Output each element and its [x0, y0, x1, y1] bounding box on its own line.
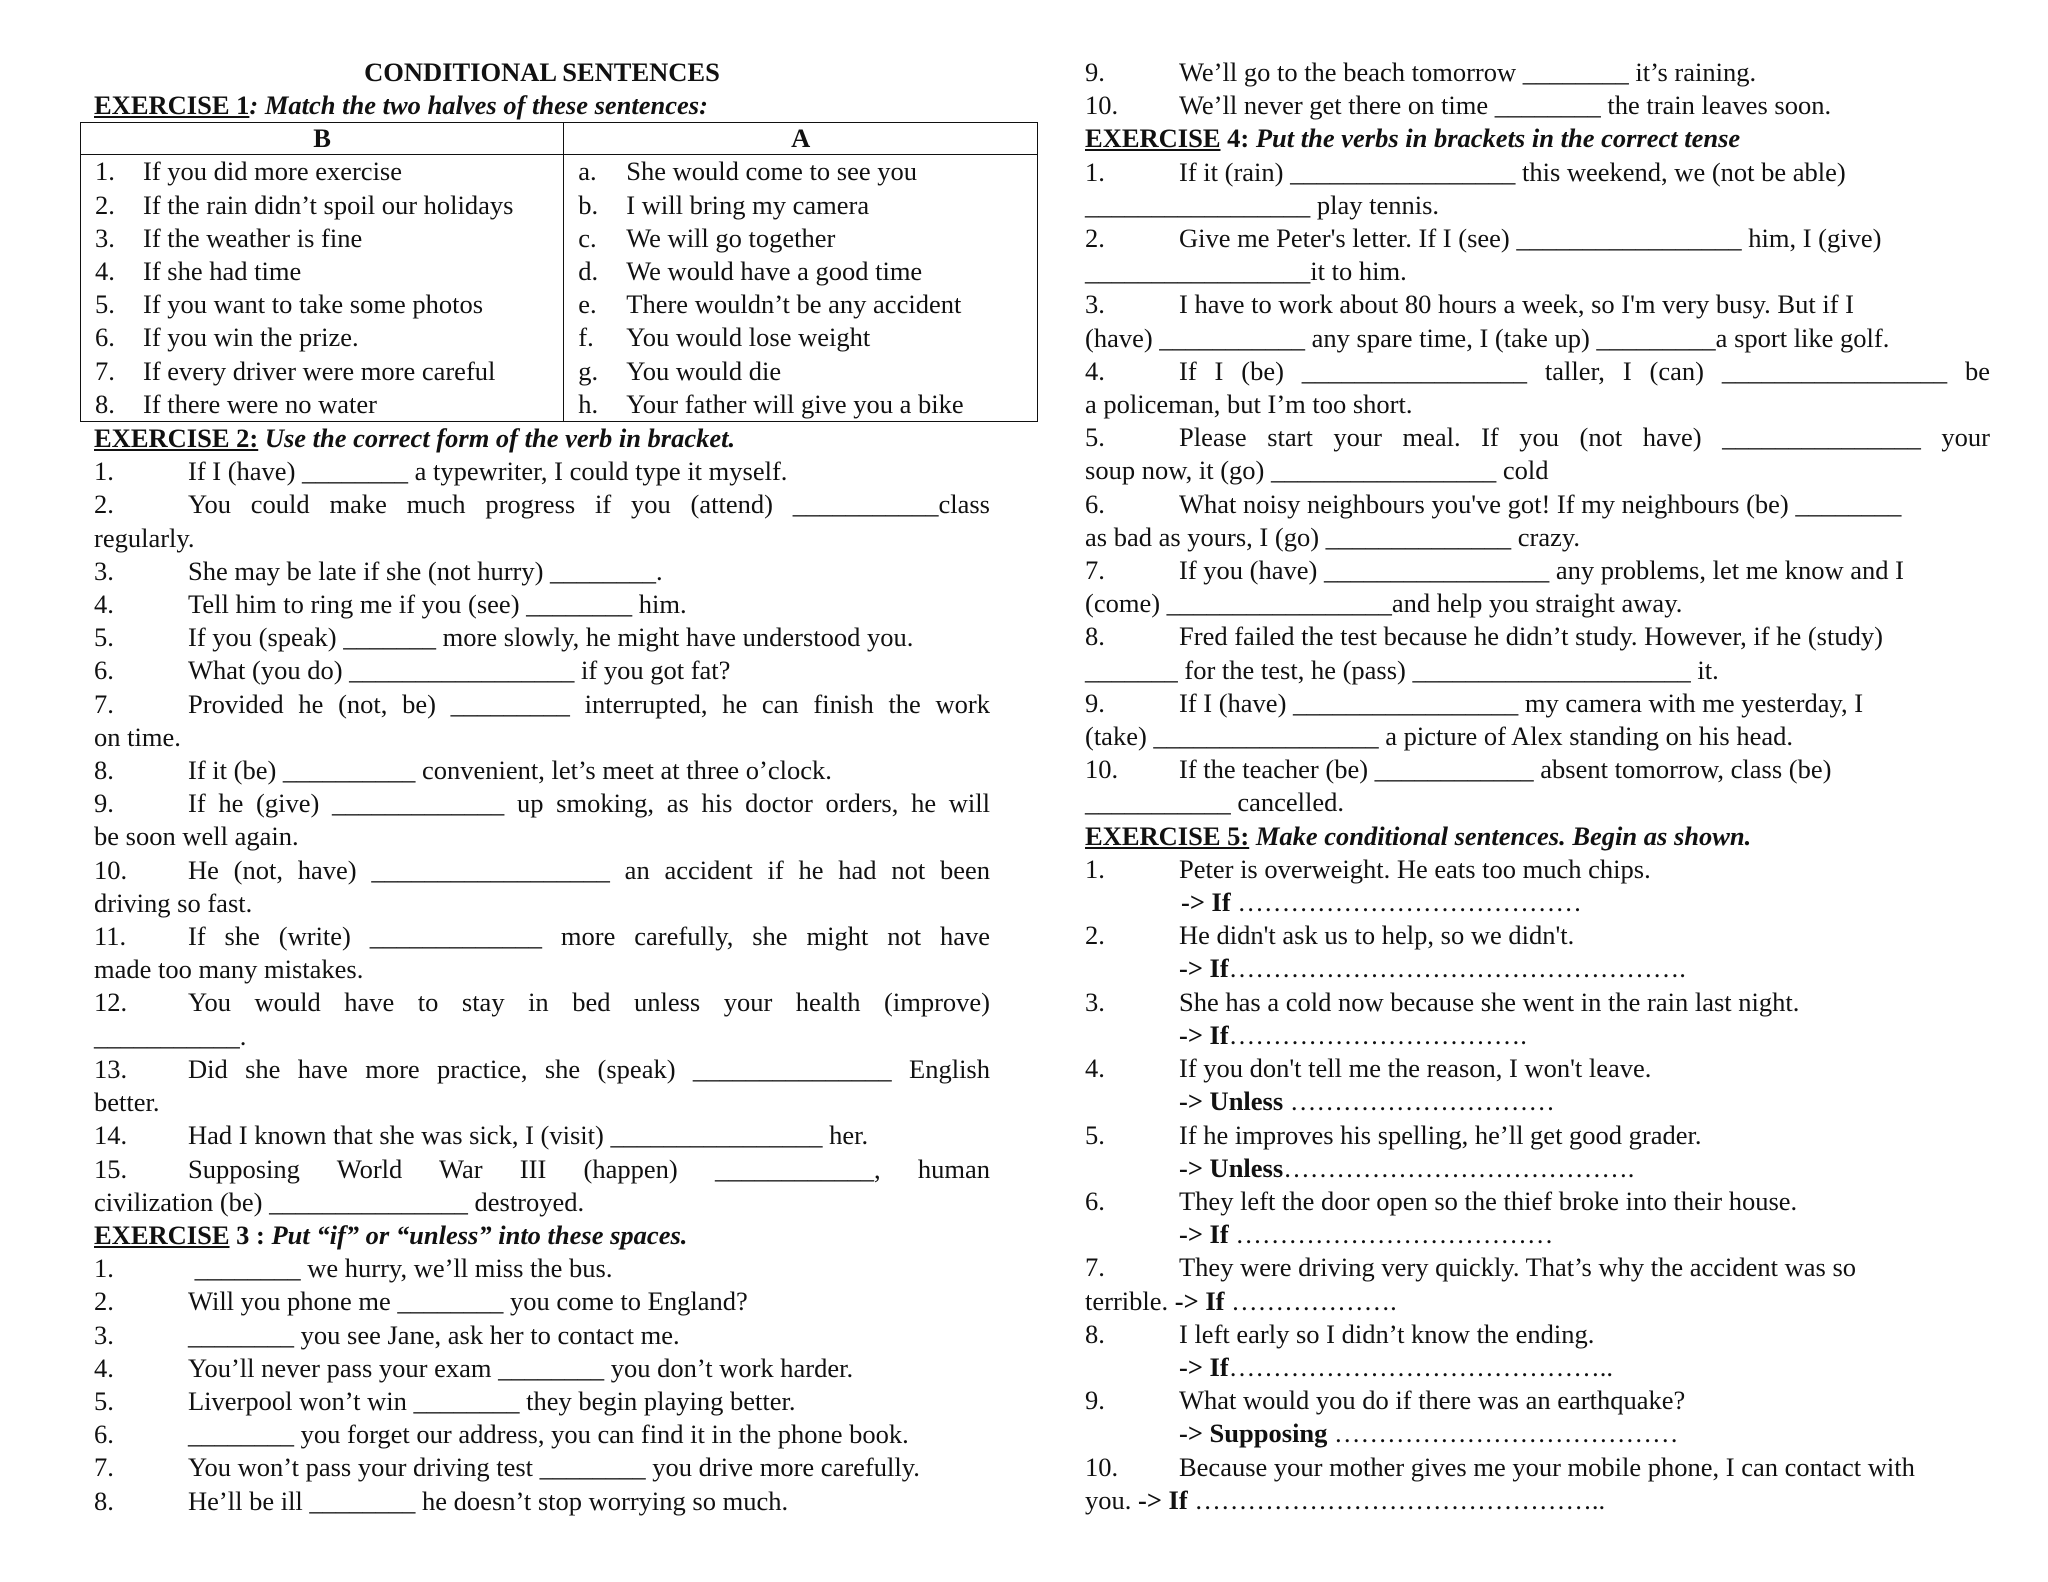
question-continuation: [1085, 1285, 1990, 1318]
question-text: What (you do) _________________ if you got fat?: [188, 655, 731, 686]
item-letter: b.: [578, 189, 599, 220]
clause-text: If you want to take some photos: [143, 289, 484, 320]
question-text: If the teacher (be) ____________ absent tomorrow, class (be): [1179, 754, 1832, 785]
question-number: 3.: [1085, 289, 1105, 320]
item-letter: d.: [578, 256, 599, 287]
question-number: 1.: [1085, 853, 1105, 884]
exercise-5-list: [1085, 853, 1990, 1517]
question-text: If it (be) __________ convenient, let’s meet at three o’clock.: [188, 755, 832, 786]
table-row: [81, 355, 1038, 388]
answer-dots: …………………………: [1283, 1086, 1555, 1117]
question-line: [1085, 620, 1990, 653]
question-number: 3.: [1085, 986, 1105, 1017]
question-number: 10.: [1085, 90, 1119, 121]
matching-table: [80, 122, 1038, 422]
clause-text: She would come to see you: [626, 156, 917, 187]
question-continuation: _______ for the test, he (pass) _____________________ it.: [1085, 654, 1719, 685]
exercise-2-instruction: Use the correct form of the verb in bracket.: [258, 423, 736, 454]
answer-dots: …………………………………: [1230, 887, 1582, 918]
right-column: [1085, 56, 1990, 1517]
question-line: [94, 754, 990, 787]
question-line: [94, 1252, 990, 1285]
exercise-1-label: EXERCISE 1: [94, 90, 250, 121]
question-line: [94, 1285, 990, 1318]
clause-text: If she had time: [143, 256, 302, 287]
question-continuation: civilization (be) _______________ destroyed.: [94, 1186, 585, 1217]
table-row: [81, 255, 1038, 288]
question-number: 1.: [94, 456, 114, 487]
column-a-cell: [564, 155, 1038, 189]
answer-dots: …………………………….: [1228, 1019, 1527, 1050]
question-line: [94, 1451, 990, 1484]
question-text: What noisy neighbours you've got! If my neighbours (be) ________: [1179, 488, 1902, 519]
column-a-cell: [564, 255, 1038, 288]
question-line: [94, 555, 990, 588]
question-line: [94, 854, 990, 887]
exercise-5-heading: [1085, 820, 1990, 853]
answer-prompt: [1085, 1152, 1634, 1185]
clause-text: There wouldn’t be any accident: [626, 289, 962, 320]
question-text: We’ll go to the beach tomorrow ________ it’s raining.: [1179, 57, 1757, 87]
question-continuation: made too many mistakes.: [94, 954, 364, 985]
question-number: 9.: [1085, 57, 1105, 87]
question-number: 7.: [94, 1452, 114, 1483]
answer-line: [1085, 1085, 1990, 1118]
table-row: [81, 288, 1038, 321]
question-line: [1085, 355, 1990, 388]
answer-keyword: -> If: [1174, 1285, 1225, 1316]
question-text: Because your mother gives me your mobile phone, I can contact with: [1179, 1451, 1915, 1482]
question-continuation: (come) _________________and help you straight away.: [1085, 588, 1683, 619]
question-text: They left the door open so the thief broke into their house.: [1179, 1185, 1798, 1216]
question-number: 1.: [1085, 156, 1105, 187]
clause-text: You would lose weight: [626, 322, 871, 353]
question-number: 6.: [94, 1419, 114, 1450]
question-continuation: (have) ___________ any spare time, I (take up) _________a sport like golf.: [1085, 322, 1890, 353]
answer-dots: …………………………………: [1327, 1418, 1679, 1449]
question-continuation: _________________ play tennis.: [1085, 189, 1440, 220]
question-text: Had I known that she was sick, I (visit) ________________ her.: [188, 1120, 869, 1151]
answer-dots: …………………………………………….: [1228, 953, 1686, 984]
column-b-cell: [81, 155, 564, 189]
item-letter: g.: [578, 355, 599, 386]
question-line: [1085, 1185, 1990, 1218]
question-number: 5.: [94, 1385, 114, 1416]
question-number: 11.: [94, 921, 127, 952]
answer-prompt: [1085, 1218, 1553, 1251]
exercise-4-heading: [1085, 122, 1990, 155]
question-number: 4.: [94, 589, 114, 620]
question-text: We’ll never get there on time ________ the train leaves soon.: [1179, 90, 1832, 121]
question-number: 6.: [1085, 488, 1105, 519]
exercise-3-number: 3 :: [229, 1219, 265, 1250]
question-text: Provided he (not, be) _________ interrupted, he can finish the work: [188, 688, 990, 719]
question-text: If she (write) _____________ more carefully, she might not have: [188, 921, 990, 952]
answer-prompt: [1085, 1019, 1527, 1052]
question-number: 10.: [94, 854, 128, 885]
answer-prompt: [1085, 1351, 1613, 1384]
table-row: [81, 222, 1038, 255]
question-text: Please start your meal. If you (not have) _______________ your: [1179, 422, 1990, 453]
exercise-3-instruction: Put “if” or “unless” into these spaces.: [264, 1219, 688, 1250]
question-line: [1085, 853, 1990, 886]
question-text: He didn't ask us to help, so we didn't.: [1179, 920, 1575, 951]
question-text: If you (speak) _______ more slowly, he might have understood you.: [188, 622, 914, 653]
item-number: 2.: [95, 189, 115, 220]
question-number: 8.: [94, 1485, 114, 1516]
exercise-5-label: EXERCISE 5:: [1085, 820, 1250, 851]
question-number: 10.: [1085, 754, 1119, 785]
column-b-cell: [81, 355, 564, 388]
question-number: 8.: [1085, 1318, 1105, 1349]
clause-text: Your father will give you a bike: [626, 388, 964, 419]
answer-dots: ……………………………………..: [1228, 1351, 1613, 1382]
table-row: [81, 388, 1038, 422]
question-line: [94, 588, 990, 621]
question-text: She has a cold now because she went in the rain last night.: [1179, 986, 1800, 1017]
answer-prompt: [1085, 1085, 1555, 1118]
question-continuation: (take) _________________ a picture of Alex standing on his head.: [1085, 721, 1793, 752]
question-number: 14.: [94, 1120, 128, 1151]
answer-line: [1085, 1417, 1990, 1450]
exercise-1-heading: [94, 89, 990, 122]
column-b-cell: [81, 189, 564, 222]
answer-keyword: -> If: [1179, 953, 1229, 984]
item-letter: f.: [578, 322, 594, 353]
question-continuation: be soon well again.: [94, 821, 299, 852]
question-line: [94, 688, 990, 721]
exercise-4-list: [1085, 156, 1990, 820]
answer-keyword: -> If: [1138, 1484, 1188, 1515]
question-continuation: driving so fast.: [94, 887, 253, 918]
question-line: [94, 787, 990, 820]
question-continuation: better.: [94, 1087, 160, 1118]
question-line: [1085, 56, 1990, 89]
question-line: [1085, 288, 1990, 321]
question-number: 3.: [94, 1319, 114, 1350]
clause-text: If you did more exercise: [143, 156, 403, 187]
clause-text: You would die: [626, 355, 782, 386]
question-number: 15.: [94, 1153, 128, 1184]
question-number: 1.: [94, 1253, 114, 1284]
page-title: CONDITIONAL SENTENCES: [364, 57, 720, 87]
question-number: 2.: [94, 489, 114, 520]
answer-line: [1085, 1019, 1990, 1052]
question-number: 2.: [1085, 223, 1105, 254]
question-text: If he (give) _____________ up smoking, as his doctor orders, he will: [188, 788, 990, 819]
question-text: Did she have more practice, she (speak) _______________ English: [188, 1053, 990, 1084]
question-continuation: [1085, 1484, 1990, 1517]
question-text: ________ we hurry, we’ll miss the bus.: [188, 1253, 613, 1284]
question-number: 4.: [94, 1352, 114, 1383]
question-line: [94, 920, 990, 953]
question-number: 12.: [94, 987, 128, 1018]
item-number: 7.: [95, 355, 115, 386]
item-letter: c.: [578, 222, 597, 253]
question-text: If I (have) _________________ my camera with me yesterday, I: [1179, 687, 1864, 718]
question-text: You could make much progress if you (attend) ___________class: [188, 489, 990, 520]
question-text: Tell him to ring me if you (see) ________ him.: [188, 589, 687, 620]
question-number: 3.: [94, 555, 114, 586]
answer-dots: ………………………………………..: [1187, 1484, 1606, 1515]
question-text: If I (be) _________________ taller, I (can) _________________ be: [1179, 355, 1990, 386]
answer-keyword: -> Supposing: [1179, 1418, 1328, 1449]
question-line: [1085, 1451, 1990, 1484]
question-text: Liverpool won’t win ________ they begin playing better.: [188, 1385, 796, 1416]
clause-text: We will go together: [626, 222, 836, 253]
question-text: If it (rain) _________________ this weekend, we (not be able): [1179, 156, 1846, 187]
column-b-cell: [81, 255, 564, 288]
question-line: [94, 621, 990, 654]
question-text: If I (have) ________ a typewriter, I could type it myself.: [188, 456, 788, 487]
exercise-3-label: EXERCISE: [94, 1219, 230, 1250]
question-text: terrible.: [1085, 1285, 1175, 1316]
question-number: 13.: [94, 1053, 128, 1084]
question-text: Give me Peter's letter. If I (see) _________________ him, I (give): [1179, 223, 1882, 254]
question-number: 8.: [94, 755, 114, 786]
answer-dots: ………………………………….: [1283, 1152, 1635, 1183]
answer-keyword: -> If: [1179, 1351, 1229, 1382]
clause-text: If the rain didn’t spoil our holidays: [143, 189, 514, 220]
answer-prompt: [1085, 952, 1686, 985]
column-b-cell: [81, 288, 564, 321]
question-line: [1085, 753, 1990, 786]
question-number: 5.: [1085, 1119, 1105, 1150]
question-line: [94, 488, 990, 521]
question-line: [94, 1053, 990, 1086]
question-line: [1085, 488, 1990, 521]
question-line: [1085, 1119, 1990, 1152]
question-continuation: as bad as yours, I (go) ______________ crazy.: [1085, 521, 1581, 552]
question-text: ________ you see Jane, ask her to contact me.: [188, 1319, 680, 1350]
question-number: 5.: [1085, 422, 1105, 453]
question-number: 7.: [1085, 555, 1105, 586]
column-a-header: A: [564, 123, 1038, 155]
question-line: [94, 654, 990, 687]
question-number: 9.: [1085, 687, 1105, 718]
exercise-2-label: EXERCISE 2:: [94, 423, 259, 454]
item-number: 3.: [95, 222, 115, 253]
exercise-3-heading: [94, 1219, 990, 1252]
question-text: I have to work about 80 hours a week, so I'm very busy. But if I: [1179, 289, 1854, 320]
question-number: 7.: [94, 688, 114, 719]
question-continuation: soup now, it (go) _________________ cold: [1085, 455, 1549, 486]
question-line: [94, 1352, 990, 1385]
answer-line: [1085, 1351, 1990, 1384]
answer-keyword: -> Unless: [1179, 1086, 1284, 1117]
question-number: 2.: [94, 1286, 114, 1317]
question-text: You would have to stay in bed unless your health (improve): [188, 987, 990, 1018]
column-a-cell: [564, 388, 1038, 422]
answer-dots: ………………………………: [1228, 1219, 1554, 1250]
question-line: [1085, 554, 1990, 587]
question-text: He’ll be ill ________ he doesn’t stop worrying so much.: [188, 1485, 789, 1516]
answer-line: [1085, 1218, 1990, 1251]
item-letter: a.: [578, 156, 597, 187]
answer-keyword: -> If: [1179, 1019, 1229, 1050]
question-continuation: ___________.: [94, 1020, 247, 1051]
question-text: If he improves his spelling, he’ll get good grader.: [1179, 1119, 1702, 1150]
column-a-cell: [564, 355, 1038, 388]
question-text: If you don't tell me the reason, I won't leave.: [1179, 1053, 1652, 1084]
question-text: He (not, have) __________________ an accident if he had not been: [188, 854, 990, 885]
question-text: You’ll never pass your exam ________ you don’t work harder.: [188, 1352, 854, 1383]
question-number: 9.: [1085, 1385, 1105, 1416]
column-b-header: B: [81, 123, 564, 155]
question-number: 6.: [94, 655, 114, 686]
answer-line: [1085, 1152, 1990, 1185]
question-text: Supposing World War III (happen) ____________, human: [188, 1153, 990, 1184]
item-number: 6.: [95, 322, 115, 353]
table-row: [81, 189, 1038, 222]
item-number: 1.: [95, 156, 115, 187]
question-line: [1085, 222, 1990, 255]
question-line: [1085, 89, 1990, 122]
clause-text: If the weather is fine: [143, 222, 363, 253]
question-line: [94, 1485, 990, 1518]
answer-line: [1085, 952, 1990, 985]
column-a-cell: [564, 321, 1038, 354]
exercise-2-heading: [94, 422, 990, 455]
answer-keyword: -> If: [1179, 1219, 1229, 1250]
table-row: [81, 321, 1038, 354]
question-continuation: a policeman, but I’m too short.: [1085, 389, 1413, 420]
question-line: [94, 1418, 990, 1451]
question-continuation: ___________ cancelled.: [1085, 787, 1345, 818]
question-line: [1085, 1384, 1990, 1417]
question-continuation: regularly.: [94, 522, 195, 553]
question-text: ________ you forget our address, you can find it in the phone book.: [188, 1419, 909, 1450]
question-text: you.: [1085, 1484, 1138, 1515]
answer-keyword: -> Unless: [1179, 1152, 1284, 1183]
question-line: [1085, 156, 1990, 189]
item-number: 5.: [95, 289, 115, 320]
question-text: I left early so I didn’t know the ending.: [1179, 1318, 1595, 1349]
answer-prompt: [1085, 1417, 1679, 1450]
question-text: Peter is overweight. He eats too much chips.: [1179, 853, 1651, 884]
question-line: [94, 1119, 990, 1152]
answer-prompt: [1085, 886, 1582, 919]
question-line: [1085, 986, 1990, 1019]
clause-text: If there were no water: [143, 388, 377, 419]
question-line: [1085, 1251, 1990, 1284]
answer-line: [1085, 886, 1990, 919]
exercise-3-list: [94, 1252, 990, 1518]
question-number: 4.: [1085, 1053, 1105, 1084]
question-line: [94, 1153, 990, 1186]
clause-text: If every driver were more careful: [143, 355, 496, 386]
question-number: 4.: [1085, 355, 1105, 386]
question-text: They were driving very quickly. That’s why the accident was so: [1179, 1252, 1857, 1283]
question-line: [94, 1319, 990, 1352]
column-a-cell: [564, 189, 1038, 222]
clause-text: We would have a good time: [626, 256, 923, 287]
item-letter: e.: [578, 289, 597, 320]
left-column: [94, 56, 990, 1518]
item-number: 8.: [95, 388, 115, 419]
question-line: [1085, 1318, 1990, 1351]
question-text: She may be late if she (not hurry) ________.: [188, 555, 663, 586]
question-line: [94, 1385, 990, 1418]
question-line: [94, 455, 990, 488]
question-text: What would you do if there was an earthquake?: [1179, 1385, 1686, 1416]
question-number: 10.: [1085, 1451, 1119, 1482]
question-line: [1085, 421, 1990, 454]
item-letter: h.: [578, 388, 599, 419]
exercise-1-instruction: : Match the two halves of these sentences:: [249, 90, 708, 121]
question-line: [94, 986, 990, 1019]
column-a-cell: [564, 222, 1038, 255]
exercise-2-list: [94, 455, 990, 1219]
question-line: [1085, 1052, 1990, 1085]
question-text: Fred failed the test because he didn’t study. However, if he (study): [1179, 621, 1883, 652]
question-continuation: _________________it to him.: [1085, 256, 1407, 287]
clause-text: If you win the prize.: [143, 322, 359, 353]
question-number: 7.: [1085, 1252, 1105, 1283]
exercise-3-continued: [1085, 56, 1990, 122]
column-a-cell: [564, 288, 1038, 321]
question-continuation: on time.: [94, 721, 181, 752]
question-line: [1085, 919, 1990, 952]
question-number: 8.: [1085, 621, 1105, 652]
question-text: Will you phone me ________ you come to England?: [188, 1286, 748, 1317]
question-line: [1085, 687, 1990, 720]
table-row: [81, 155, 1038, 189]
question-number: 5.: [94, 622, 114, 653]
exercise-4-instruction: Put the verbs in brackets in the correct tense: [1249, 123, 1741, 154]
answer-keyword: -> If: [1181, 887, 1231, 918]
exercise-4-label: EXERCISE: [1085, 123, 1221, 154]
column-b-cell: [81, 321, 564, 354]
question-number: 6.: [1085, 1185, 1105, 1216]
column-b-cell: [81, 222, 564, 255]
answer-dots: ……………….: [1224, 1285, 1397, 1316]
question-number: 2.: [1085, 920, 1105, 951]
column-b-cell: [81, 388, 564, 422]
question-text: If you (have) _________________ any problems, let me know and I: [1179, 555, 1904, 586]
exercise-5-instruction: Make conditional sentences. Begin as shown.: [1249, 820, 1752, 851]
question-number: 9.: [94, 788, 114, 819]
clause-text: I will bring my camera: [626, 189, 870, 220]
exercise-4-number: 4:: [1220, 123, 1250, 154]
item-number: 4.: [95, 256, 115, 287]
question-text: You won’t pass your driving test ________ you drive more carefully.: [188, 1452, 920, 1483]
